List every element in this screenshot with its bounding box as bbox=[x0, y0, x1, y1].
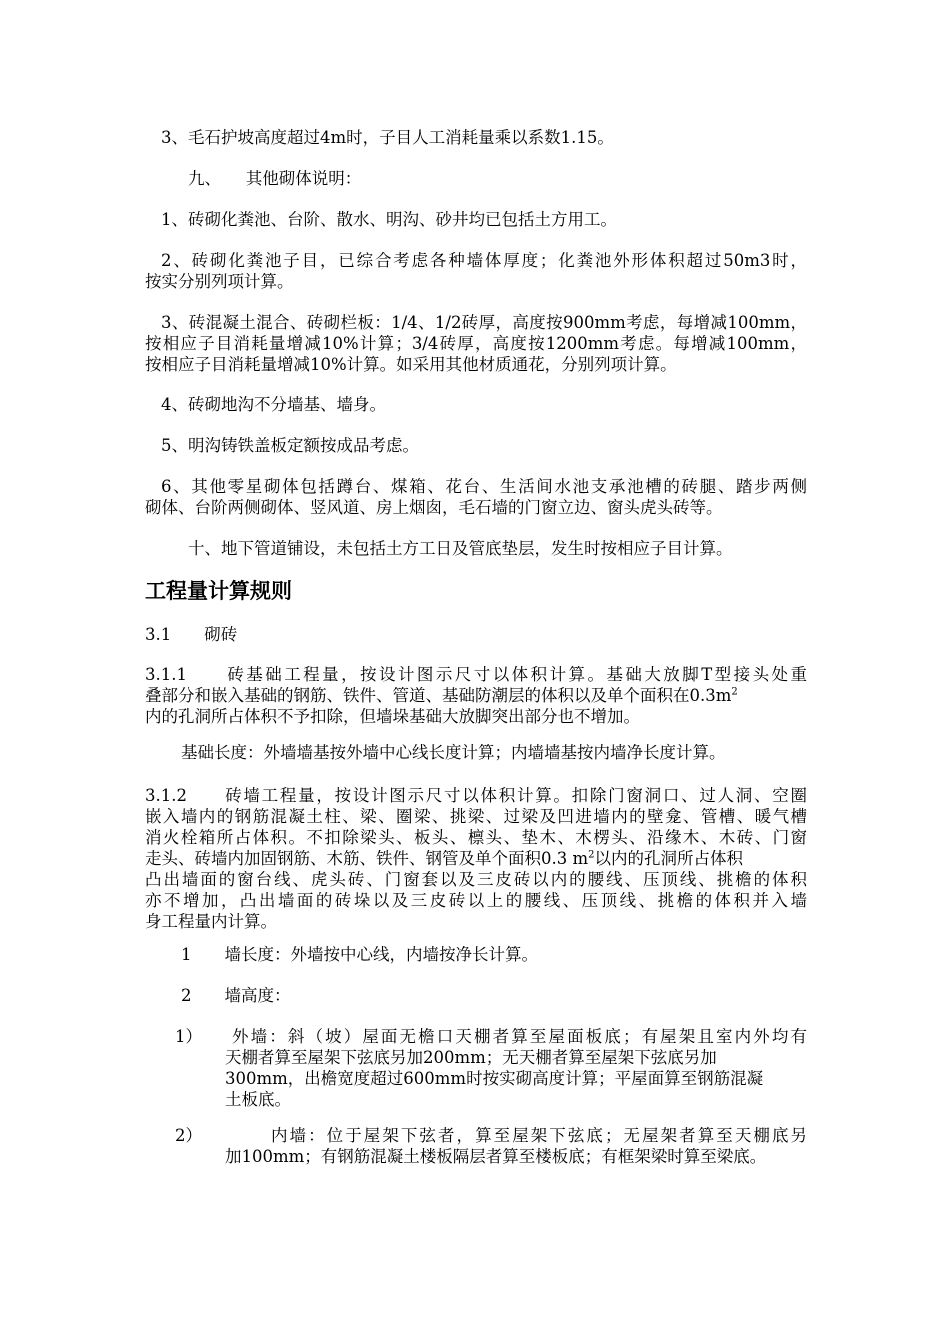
clause-3-1-1-line-3: 内的孔洞所占体积不予扣除，但墙垛基础大放脚突出部分也不增加。 bbox=[145, 707, 640, 726]
superscript-2: 2 bbox=[588, 849, 595, 861]
section-heading-nine: 九、 其他砌体说明： bbox=[188, 169, 362, 188]
paragraph-stone-slope: 3、毛石护坡高度超过4m时，子目人工消耗量乘以系数1.15。 bbox=[161, 128, 614, 147]
outer-wall-line-3: 300mm，出檐宽度超过600mm时按实砌高度计算；平屋面算至钢筋混凝 bbox=[225, 1069, 764, 1088]
list-item-3-line-3: 按相应子目消耗量增减10%计算。如采用其他材质通花，分别列项计算。 bbox=[145, 355, 677, 374]
list-item-6-line-1: 6、其他零星砌体包括蹲台、煤箱、花台、生活间水池支承池槽的砖腿、踏步两侧 bbox=[161, 477, 807, 496]
clause-3-1-1-line-2 bbox=[145, 685, 738, 706]
inner-wall-line-1: 内墙：位于屋架下弦者，算至屋架下弦底；无屋架者算至天棚底另 bbox=[271, 1126, 807, 1145]
list-item-1: 1、砖砌化粪池、台阶、散水、明沟、砂井均已包括土方用工。 bbox=[161, 210, 617, 229]
list-item-6-line-2: 砌体、台阶两侧砌体、竖风道、房上烟囱，毛石墙的门窗立边、窗头虎头砖等。 bbox=[145, 498, 723, 517]
clause-3-1-2-line-2: 嵌入墙内的钢筋混凝土柱、梁、圈梁、挑梁、过梁及凹进墙内的壁龛、管槽、暖气槽 bbox=[145, 807, 807, 826]
list-item-4: 4、砖砌地沟不分墙基、墙身。 bbox=[161, 395, 386, 414]
section-heading-ten: 十、地下管道铺设，未包括土方工日及管底垫层，发生时按相应子目计算。 bbox=[188, 539, 733, 558]
outer-wall-line-2: 天棚者算至屋架下弦底另加200mm；无天棚者算至屋架下弦底另加 bbox=[225, 1048, 717, 1067]
clause-3-1-1-line-1: 3.1.1 砖基础工程量，按设计图示尺寸以体积计算。基础大放脚T型接头处重 bbox=[145, 665, 807, 684]
clause-3-1-1-line-2-text: 叠部分和嵌入基础的钢筋、铁件、管道、基础防潮层的体积以及单个面积在0.3m bbox=[145, 686, 732, 705]
clause-3-1-2-line-1: 3.1.2 砖墙工程量，按设计图示尺寸以体积计算。扣除门窗洞口、过人洞、空圈 bbox=[145, 786, 807, 805]
inner-wall-number: 2） bbox=[175, 1126, 202, 1145]
clause-3-1-2-line-4-text-a: 走头、砖墙内加固钢筋、木筋、铁件、钢管及单个面积0.3 m bbox=[145, 849, 589, 868]
list-item-5: 5、明沟铸铁盖板定额按成品考虑。 bbox=[161, 436, 419, 455]
clause-3-1-2-line-4-text-b: 以内的孔洞所占体积 bbox=[594, 849, 744, 868]
clause-3-1-1-foundation-length: 基础长度：外墙墙基按外墙中心线长度计算；内墙墙基按内墙净长度计算。 bbox=[181, 743, 726, 762]
list-item-2-line-1: 2、砖砌化粪池子目，已综合考虑各种墙体厚度；化粪池外形体积超过50m3时， bbox=[161, 251, 807, 270]
clause-3-1-2-line-5: 凸出墙面的窗台线、虎头砖、门窗套以及三皮砖以内的腰线、压顶线、挑檐的体积 bbox=[145, 870, 807, 889]
list-item-3-line-2: 按相应子目消耗量增减10%计算；3/4砖厚，高度按1200mm考虑。每增减100mm， bbox=[145, 334, 807, 353]
inner-wall-line-2: 加100mm；有钢筋混凝土楼板隔层者算至楼板底；有框架梁时算至梁底。 bbox=[225, 1147, 767, 1166]
clause-3-1-2-line-6: 亦不增加，凸出墙面的砖垛以及三皮砖以上的腰线、压顶线、挑檐的体积并入墙 bbox=[145, 891, 807, 910]
clause-3-1-2-line-7: 身工程量内计算。 bbox=[145, 912, 277, 931]
clause-3-1-2-line-4 bbox=[145, 848, 743, 869]
clause-3-1-2-line-3: 消火栓箱所占体积。不扣除梁头、板头、檩头、垫木、木楞头、沿缘木、木砖、门窗 bbox=[145, 828, 807, 847]
outer-wall-number: 1） bbox=[175, 1027, 202, 1046]
subsection-3-1: 3.1 砌砖 bbox=[145, 625, 238, 644]
wall-length-item: 1 墙长度：外墙按中心线，内墙按净长计算。 bbox=[181, 945, 538, 964]
superscript-2: 2 bbox=[731, 686, 738, 698]
outer-wall-line-4: 土板底。 bbox=[225, 1090, 291, 1109]
section-title: 工程量计算规则 bbox=[145, 579, 292, 603]
outer-wall-line-1: 外墙：斜（坡）屋面无檐口天棚者算至屋面板底；有屋架且室内外均有 bbox=[232, 1027, 807, 1046]
list-item-3-line-1: 3、砖混凝土混合、砖砌栏板：1/4、1/2砖厚，高度按900mm考虑，每增减100mm， bbox=[161, 313, 807, 332]
list-item-2-line-2: 按实分别列项计算。 bbox=[145, 272, 294, 291]
wall-height-item: 2 墙高度： bbox=[181, 986, 291, 1005]
